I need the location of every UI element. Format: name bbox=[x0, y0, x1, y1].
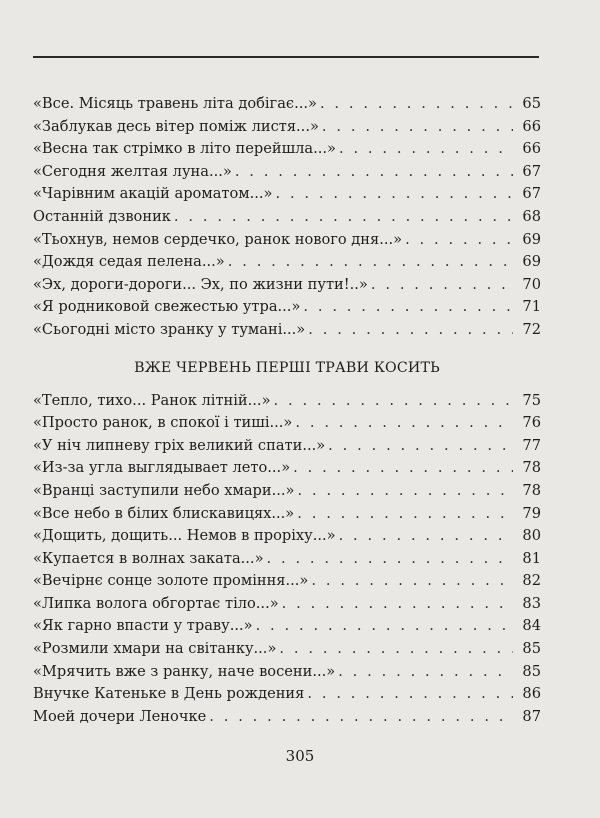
toc-entry-title: «Тепло, тихо... Ранок літній...» bbox=[33, 391, 271, 409]
toc-entry bbox=[33, 251, 541, 274]
dot-leader bbox=[322, 116, 513, 139]
toc-entry-page: 78 bbox=[522, 459, 541, 477]
dot-leader bbox=[339, 525, 513, 548]
toc-entry-page: 75 bbox=[522, 391, 541, 409]
toc-entry bbox=[33, 229, 541, 252]
dot-leader bbox=[293, 457, 513, 480]
dot-leader bbox=[256, 615, 513, 638]
toc-entry-title: Моей дочери Леночке bbox=[33, 707, 207, 725]
toc-entry-page: 86 bbox=[522, 685, 541, 703]
toc-entry bbox=[33, 274, 541, 297]
toc-entry-page: 69 bbox=[522, 253, 541, 271]
toc-entry-title: «Чарівним акацій ароматом...» bbox=[33, 185, 273, 203]
dot-leader bbox=[338, 661, 513, 684]
dot-leader bbox=[320, 93, 513, 116]
toc-entry-page: 80 bbox=[522, 527, 541, 545]
dot-leader bbox=[228, 251, 513, 274]
toc-entry-page: 82 bbox=[522, 572, 541, 590]
toc-entry-page: 79 bbox=[522, 504, 541, 522]
toc-entry bbox=[33, 435, 541, 458]
toc-entry-page: 68 bbox=[522, 207, 541, 225]
toc-entry-title: «Все небо в білих блискавицях...» bbox=[33, 504, 295, 522]
toc-entry-title: «Як гарно впасти у траву...» bbox=[33, 617, 253, 635]
toc-section-part2 bbox=[33, 390, 541, 729]
toc-entry bbox=[33, 503, 541, 526]
toc-entry bbox=[33, 480, 541, 503]
toc-entry-page: 66 bbox=[522, 140, 541, 158]
header-rule bbox=[33, 56, 539, 58]
toc-entry-page: 77 bbox=[522, 436, 541, 454]
toc-entry-page: 76 bbox=[522, 414, 541, 432]
toc-entry-page: 72 bbox=[522, 320, 541, 338]
dot-leader bbox=[235, 161, 513, 184]
toc-entry bbox=[33, 183, 541, 206]
toc-entry-title: «У ніч липневу гріх великий спати...» bbox=[33, 436, 326, 454]
dot-leader bbox=[267, 548, 514, 571]
dot-leader bbox=[308, 319, 513, 342]
toc-entry-title: Останній дзвоник bbox=[33, 207, 171, 225]
table-of-contents bbox=[33, 93, 541, 728]
toc-entry-page: 69 bbox=[522, 230, 541, 248]
dot-leader bbox=[297, 503, 513, 526]
toc-entry-title: «Вечірнє сонце золоте проміння...» bbox=[33, 572, 309, 590]
toc-entry-title: «Просто ранок, в спокої і тиші...» bbox=[33, 414, 293, 432]
toc-entry bbox=[33, 412, 541, 435]
toc-entry bbox=[33, 615, 541, 638]
toc-entry-title: «Розмили хмари на світанку...» bbox=[33, 640, 277, 658]
dot-leader bbox=[307, 683, 513, 706]
toc-entry-page: 85 bbox=[522, 640, 541, 658]
toc-entry-title: «Дождя седая пелена...» bbox=[33, 253, 225, 271]
toc-entry-page: 67 bbox=[522, 185, 541, 203]
toc-entry-title: «Тьохнув, немов сердечко, ранок нового дня...» bbox=[33, 230, 403, 248]
toc-entry-page: 84 bbox=[522, 617, 541, 635]
toc-entry bbox=[33, 206, 541, 229]
toc-entry-title: «Из-за угла выглядывает лето...» bbox=[33, 459, 291, 477]
dot-leader bbox=[339, 138, 513, 161]
toc-entry-title: «Заблукав десь вітер поміж листя...» bbox=[33, 117, 319, 135]
toc-entry-title: «Весна так стрімко в літо перейшла...» bbox=[33, 140, 336, 158]
dot-leader bbox=[371, 274, 513, 297]
toc-entry-title: «Сьогодні місто зранку у тумані...» bbox=[33, 320, 306, 338]
toc-entry-title: «Липка волога обгортає тіло...» bbox=[33, 594, 279, 612]
toc-entry-page: 83 bbox=[522, 594, 541, 612]
toc-entry bbox=[33, 593, 541, 616]
section-heading: ВЖЕ ЧЕРВЕНЬ ПЕРШІ ТРАВИ КОСИТЬ bbox=[134, 359, 440, 376]
toc-entry-title: «Я родниковой свежестью утра...» bbox=[33, 298, 301, 316]
toc-entry-title: «Дощить, дощить... Немов в проріху...» bbox=[33, 527, 336, 545]
dot-leader bbox=[279, 638, 513, 661]
toc-entry bbox=[33, 138, 541, 161]
toc-entry bbox=[33, 457, 541, 480]
toc-entry-page: 87 bbox=[522, 707, 541, 725]
toc-entry-page: 70 bbox=[522, 275, 541, 293]
toc-entry bbox=[33, 570, 541, 593]
toc-entry bbox=[33, 161, 541, 184]
toc-entry-page: 81 bbox=[522, 549, 541, 567]
toc-entry-title: «Сегодня желтая луна...» bbox=[33, 162, 232, 180]
toc-section-part1 bbox=[33, 93, 541, 342]
dot-leader bbox=[282, 593, 513, 616]
dot-leader bbox=[405, 229, 513, 252]
toc-entry-title: «Мрячить вже з ранку, наче восени...» bbox=[33, 662, 336, 680]
toc-entry bbox=[33, 319, 541, 342]
toc-entry bbox=[33, 296, 541, 319]
toc-entry-page: 78 bbox=[522, 481, 541, 499]
dot-leader bbox=[174, 206, 513, 229]
toc-entry bbox=[33, 706, 541, 729]
toc-entry-page: 66 bbox=[522, 117, 541, 135]
toc-entry bbox=[33, 93, 541, 116]
dot-leader bbox=[303, 296, 513, 319]
dot-leader bbox=[295, 412, 513, 435]
toc-entry-title: «Все. Місяць травень літа добігає...» bbox=[33, 95, 317, 112]
dot-leader bbox=[275, 183, 513, 206]
dot-leader bbox=[311, 570, 513, 593]
toc-entry-title: Внучке Катеньке в День рождения bbox=[33, 685, 305, 703]
toc-entry-title: «Вранці заступили небо хмари...» bbox=[33, 481, 295, 499]
toc-entry-title: «Купается в волнах заката...» bbox=[33, 549, 264, 567]
toc-entry-page: 65 bbox=[522, 95, 541, 112]
dot-leader bbox=[328, 435, 513, 458]
toc-entry bbox=[33, 548, 541, 571]
toc-entry-title: «Эх, дороги-дороги... Эх, по жизни пути!..» bbox=[33, 275, 368, 293]
toc-entry bbox=[33, 683, 541, 706]
dot-leader bbox=[274, 390, 513, 413]
toc-entry bbox=[33, 116, 541, 139]
toc-entry-page: 71 bbox=[522, 298, 541, 316]
toc-entry bbox=[33, 525, 541, 548]
toc-entry bbox=[33, 638, 541, 661]
toc-entry bbox=[33, 390, 541, 413]
toc-entry bbox=[33, 661, 541, 684]
dot-leader bbox=[209, 706, 513, 729]
page-number: 305 bbox=[285, 747, 315, 765]
toc-entry-page: 85 bbox=[522, 662, 541, 680]
toc-entry-page: 67 bbox=[522, 162, 541, 180]
dot-leader bbox=[297, 480, 513, 503]
